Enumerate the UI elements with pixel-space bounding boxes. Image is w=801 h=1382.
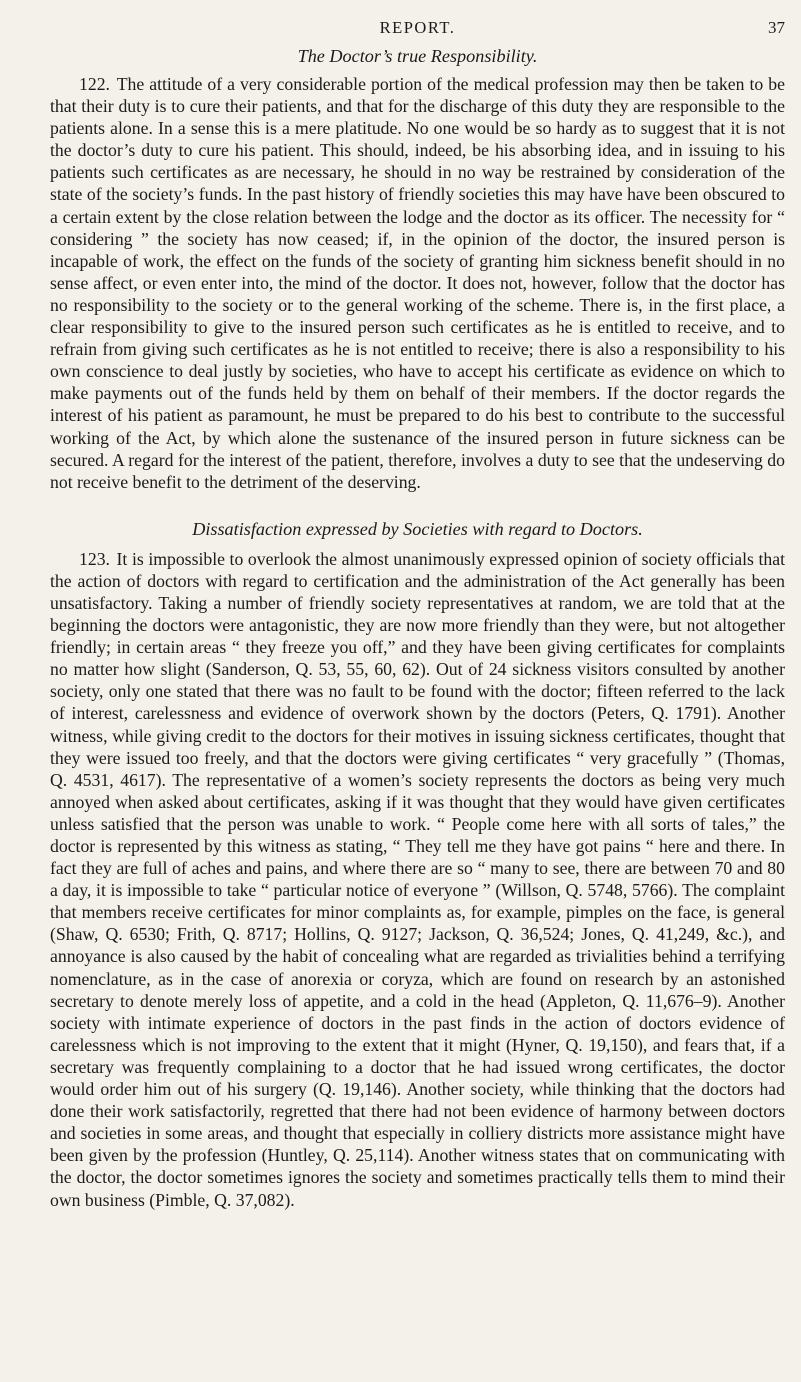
page-number: 37 <box>768 18 785 37</box>
paragraph-text: It is impossible to overlook the almost unanimously expressed opinion of society officials that the action of doctors with regard to certification and the administration of the Act generally has been unsatisfactory. Taking a number of friendly society representatives at random, we are told that at the beginning the doctors were antagonistic, they are now more friendly than they were, but not altogether friendly; in certain areas “ they freeze you off,” and they have been giving certificates for complaints no matter how slight (Sanderson, Q. 53, 55, 60, 62). Out of 24 sickness visitors consulted by another society, only one stated that there was no fault to be found with the doctor; fifteen referred to the lack of interest, carelessness and evidence of overwork shown by the doctors (Peters, Q. 1791). Another witness, while giving credit to the doctors for their motives in issuing sickness certificates, thought that they were issued too freely, and that the doctors were giving certificates “ very gracefully ” (Thomas, Q. 4531, 4617). The representative of a women’s society represents the doctors as being very much annoyed when asked about certificates, asking if it was thought that they would have given certificates unless satisfied that the person was unable to work. “ People come here with all sorts of tales,” the doctor is represented by this witness as stating, “ They tell me they have got pains “ here and there. In fact they are full of aches and pains, and where there are so “ many to see, there are between 70 and 80 a day, it is impossible to take “ particular notice of everyone ” (Willson, Q. 5748, 5766). The complaint that members receive certificates for minor complaints as, for example, pimples on the face, is general (Shaw, Q. 6530; Frith, Q. 8717; Hollins, Q. 9127; Jackson, Q. 36,524; Jones, Q. 41,249, &c.), and annoyance is also caused by the habit of concealing what are regarded as trivialities behind a terrifying nomenclature, as in the case of anorexia or coryza, which are found on research by an astonished secretary to denote merely loss of appetite, and a cold in the head (Appleton, Q. 11,676–9). Another society with intimate experience of doctors in the past finds in the action of doctors evidence of carelessness which is not improving to the extent that it might (Hyner, Q. 19,150), and fears that, if a secretary was frequently complaining to a doctor that he had issued wrong certificates, the doctor would order him out of his surgery (Q. 19,146). Another society, while thinking that the doctors had done their work satisfactorily, regretted that there had not been evidence of harmony between doctors and societies in some areas, and thought that especially in colliery districts more assistance might have been given by the profession (Huntley, Q. 25,114). Another witness states that on communicating with the doctor, the doctor sometimes ignores the society and sometimes practically tells them to mind their own business (Pimble, Q. 37,082). <box>50 548 786 1210</box>
paragraph-123 <box>50 548 785 1211</box>
paragraph-122 <box>50 73 785 493</box>
paragraph-number: 122. <box>79 74 110 94</box>
section-heading-dissatisfaction: Dissatisfaction expressed by Societies with regard to Doctors. <box>192 518 643 539</box>
section-heading-doctors-responsibility: The Doctor’s true Responsibility. <box>297 46 538 66</box>
running-head <box>50 18 785 46</box>
paragraph-text: The attitude of a very considerable portion of the medical profession may then be taken to be that their duty is to cure their patients, and that for the discharge of this duty they are responsible to the patients alone. In a sense this is a mere platitude. No one would be so hardy as to suggest that it is not the doctor’s duty to cure his patient. This should, indeed, be his absorbing idea, and in issuing to his patients such certificates as are necessary, he should in no way be restrained by consideration of the state of the society’s funds. In the past history of friendly societies this may have have been obscured to a certain extent by the close relation between the lodge and the doctor as its officer. The necessity for “ considering ” the society has now ceased; if, in the opinion of the doctor, the insured person is incapable of work, the effect on the funds of the society of granting him sickness benefit should in no sense affect, or even enter into, the mind of the doctor. It does not, however, follow that the doctor has no responsibility to the society or to the general working of the scheme. There is, in the first place, a clear responsibility to give to the insured person such certificates as he is entitled to receive, and to refrain from giving such certificates as he is not entitled to receive; there is also a responsibility to his own conscience to deal justly by societies, who have to accept his certificate as evidence on which to make payments out of the funds held by them on behalf of their members. If the doctor regards the interest of his patient as paramount, he must be prepared to do his best to contribute to the successful working of the Act, by which alone the sustenance of the insured person in future sickness can be secured. A regard for the interest of the patient, therefore, involves a duty to see that the undeserving do not receive benefit to the detriment of the deserving. <box>50 74 785 492</box>
document-page <box>50 18 785 1211</box>
paragraph-number: 123. <box>79 548 110 569</box>
running-title: REPORT. <box>379 18 456 37</box>
